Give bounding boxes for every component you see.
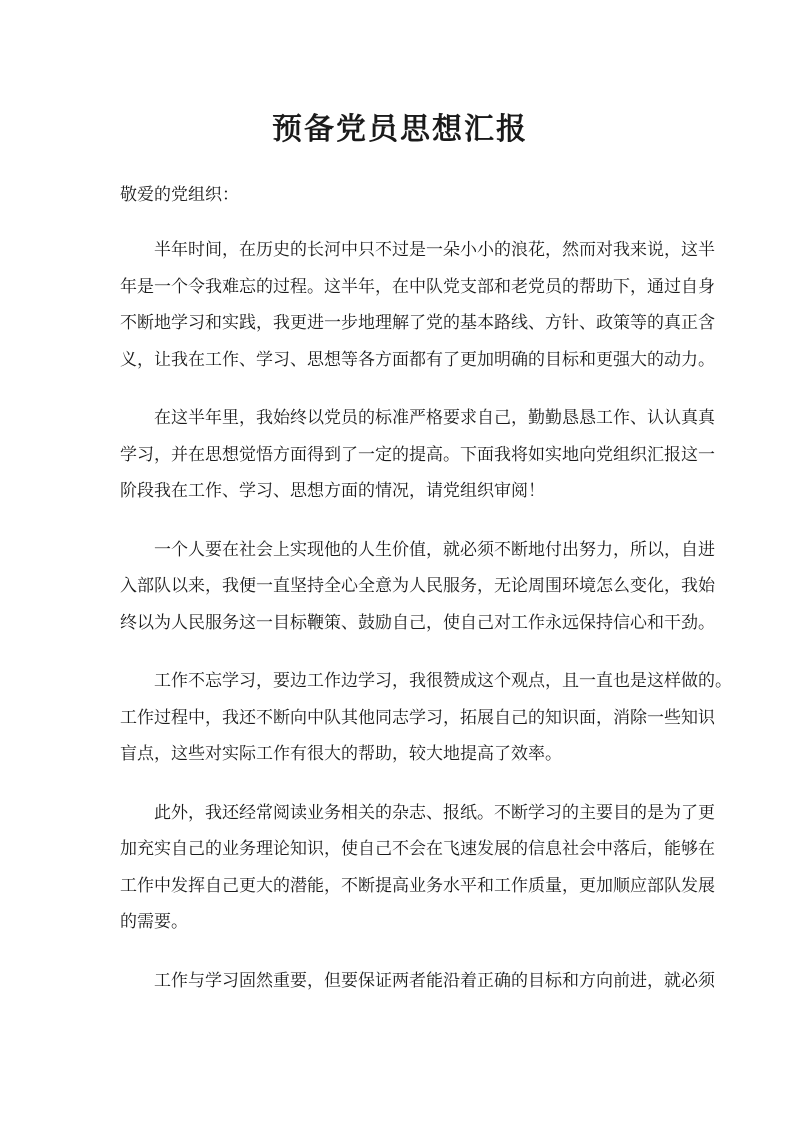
paragraph-line: 工作不忘学习，要边工作边学习，我很赞成这个观点，且一直也是这样做的。 xyxy=(154,671,732,691)
paragraph-line: 工作过程中，我还不断向中队其他同志学习，拓展自己的知识面，消除一些知识 xyxy=(120,707,715,728)
paragraph xyxy=(120,963,715,1000)
paragraph-line: 盲点，这些对实际工作有很大的帮助，较大地提高了效率。 xyxy=(120,744,562,764)
paragraph-line: 一个人要在社会上实现他的人生价值，就必须不断地付出努力，所以，自进 xyxy=(154,539,715,560)
paragraph-line: 阶段我在工作、学习、思想方面的情况，请党组织审阅！ xyxy=(120,481,545,501)
paragraph-line: 工作中发挥自己更大的潜能，不断提高业务水平和工作质量，更加顺应部队发展 xyxy=(120,875,715,896)
paragraph xyxy=(120,532,715,642)
paragraph-line: 不断地学习和实践，我更进一步地理解了党的基本路线、方针、政策等的真正含 xyxy=(120,313,715,333)
salutation: 敬爱的党组织： xyxy=(120,185,239,205)
paragraph-line: 年是一个令我难忘的过程。这半年，在中队党支部和老党员的帮助下，通过自身 xyxy=(120,276,715,297)
paragraph-line: 半年时间，在历史的长河中只不过是一朵小小的浪花，然而对我来说，这半 xyxy=(154,240,715,260)
paragraph-line: 的需要。 xyxy=(120,912,188,932)
paragraph xyxy=(120,232,715,378)
paragraph-line: 学习，并在思想觉悟方面得到了一定的提高。下面我将如实地向党组织汇报这一 xyxy=(120,444,715,465)
paragraph-line: 工作与学习固然重要，但要保证两者能沿着正确的目标和方向前进，就必须 xyxy=(154,970,715,991)
document-title: 预备党员思想汇报 xyxy=(272,112,528,147)
paragraph-line: 加充实自己的业务理论知识，使自己不会在飞速发展的信息社会中落后，能够在 xyxy=(120,839,715,859)
paragraph xyxy=(120,795,715,941)
paragraph xyxy=(120,663,732,773)
document-body xyxy=(120,232,732,1021)
paragraph-line: 此外，我还经常阅读业务相关的杂志、报纸。不断学习的主要目的是为了更 xyxy=(154,802,715,823)
paragraph-line: 终以为人民服务这一目标鞭策、鼓励自己，使自己对工作永远保持信心和干劲。 xyxy=(120,612,715,633)
paragraph-line: 在这半年里，我始终以党员的标准严格要求自己，勤勤恳恳工作、认认真真 xyxy=(154,408,715,428)
paragraph xyxy=(120,400,715,510)
paragraph-line: 入部队以来，我便一直坚持全心全意为人民服务，无论周围环境怎么变化，我始 xyxy=(120,576,715,596)
paragraph-line: 义，让我在工作、学习、思想等各方面都有了更加明确的目标和更强大的动力。 xyxy=(120,349,715,370)
